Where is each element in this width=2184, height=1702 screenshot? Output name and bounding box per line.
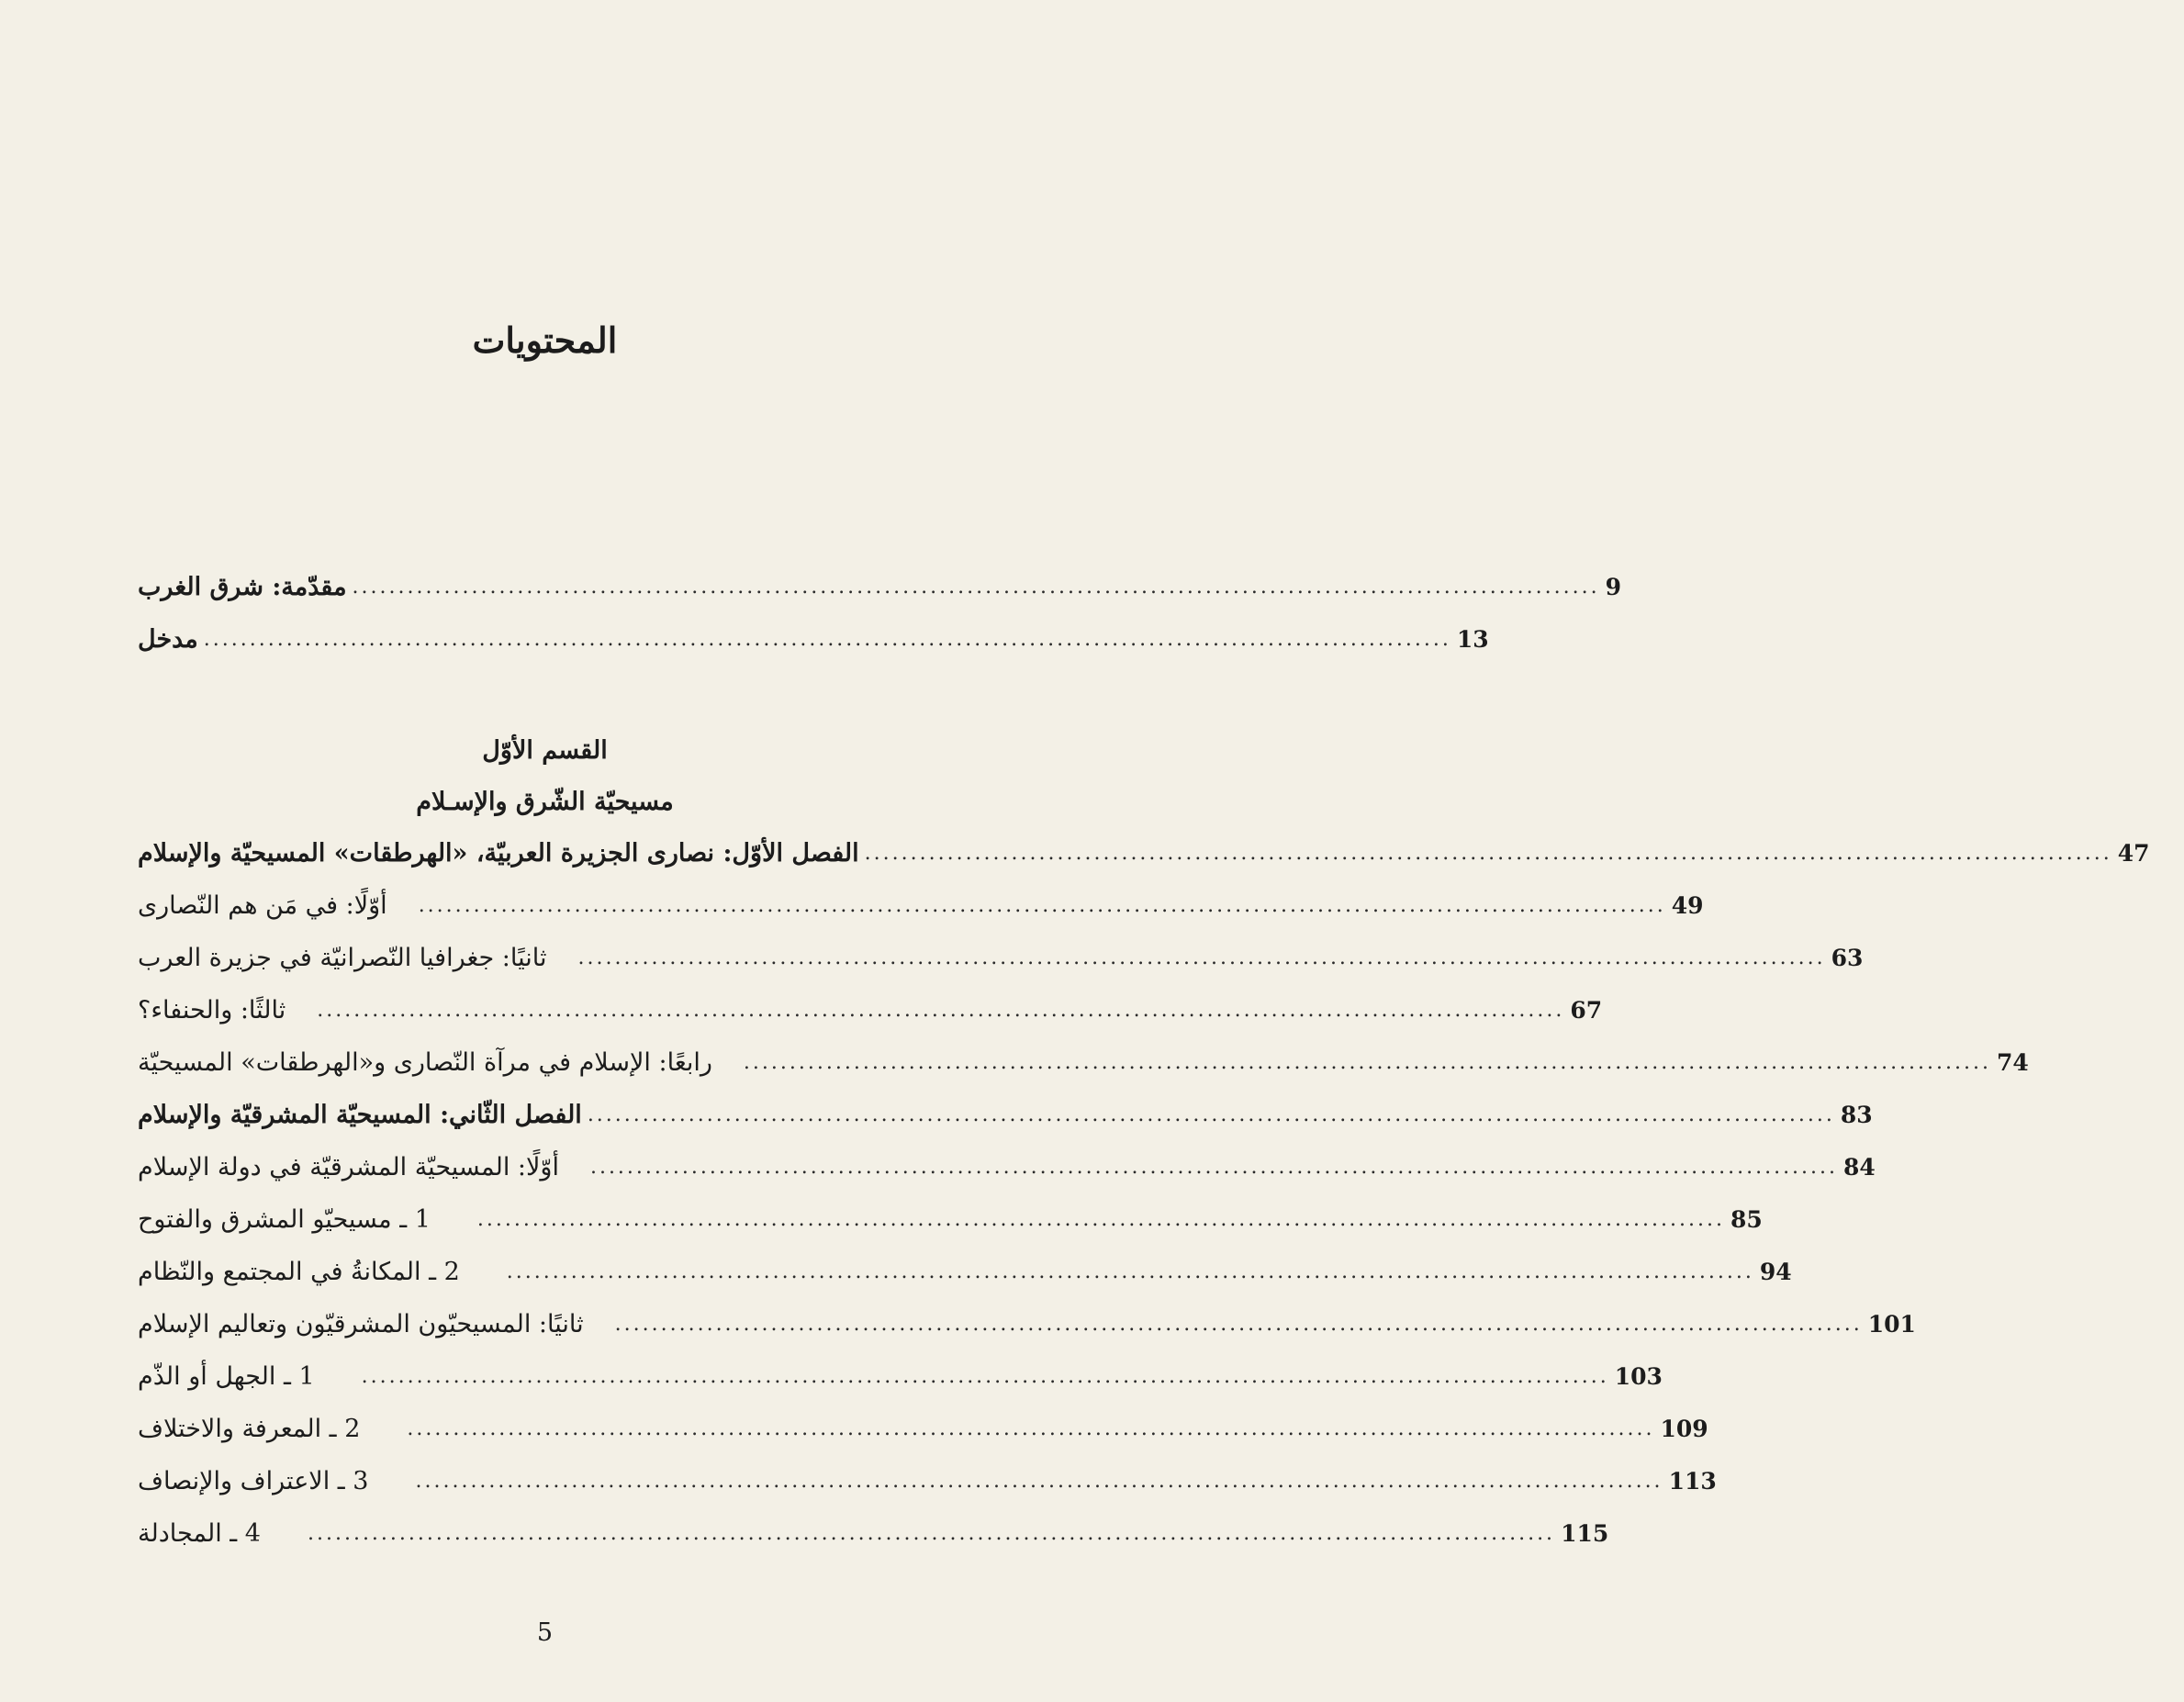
toc-entry-page: 113 bbox=[1668, 1468, 1717, 1495]
toc-entry-page: 83 bbox=[1840, 1102, 1873, 1128]
toc-entry[interactable] bbox=[138, 935, 1864, 981]
toc-entry-label: رابعًا: الإسلام في مرآة النّصارى و«الهرطقات» المسيحيّة bbox=[138, 1048, 712, 1077]
toc-entry-page: 85 bbox=[1730, 1206, 1763, 1233]
dot-leader: ........................................................................................................................................ bbox=[352, 576, 1600, 599]
toc-entry-label: الفصل الأوّل: نصارى الجزيرة العربيّة، «الهرطقات» المسيحيّة والإسلام bbox=[138, 839, 859, 868]
toc-entry-preface[interactable] bbox=[138, 617, 1489, 663]
dot-leader: ........................................................................................................................................ bbox=[587, 1103, 1835, 1126]
toc-entry-page: 94 bbox=[1759, 1259, 1792, 1285]
toc-entry[interactable] bbox=[138, 1511, 1609, 1557]
toc-entry-page: 47 bbox=[2117, 840, 2150, 867]
toc-entry-label: 3 ـ الاعتراف والإنصاف bbox=[138, 1467, 369, 1495]
toc-entry-page: 84 bbox=[1843, 1154, 1876, 1181]
toc-entry-label: مقدّمة: شرق الغرب bbox=[138, 573, 347, 601]
toc-entry[interactable] bbox=[138, 1459, 1717, 1505]
part-heading: القسم الأوّل bbox=[482, 736, 608, 765]
toc-entry-page: 115 bbox=[1561, 1520, 1609, 1547]
toc-entry[interactable] bbox=[138, 1040, 2029, 1086]
dot-leader: ........................................................................................................................................ bbox=[589, 1156, 1839, 1179]
toc-entry-label: أوّلًا: في مَن هم النّصارى bbox=[138, 891, 387, 920]
toc-entry-label: ثانيًا: المسيحيّون المشرقيّون وتعاليم الإسلام bbox=[138, 1310, 584, 1338]
toc-entry-page: 49 bbox=[1671, 892, 1704, 919]
toc-entry-chapter-2[interactable] bbox=[138, 1092, 1873, 1138]
dot-leader: ........................................................................................................................................ bbox=[203, 628, 1451, 651]
toc-entry[interactable] bbox=[138, 1406, 1708, 1452]
toc-entry-label: 1 ـ مسيحيّو المشرق والفتوح bbox=[138, 1205, 431, 1234]
toc-entry-label: الفصل الثّاني: المسيحيّة المشرقيّة والإسلام bbox=[138, 1101, 582, 1129]
page-title: المحتويات bbox=[472, 319, 618, 361]
toc-entry-page: 13 bbox=[1456, 626, 1489, 653]
part-subheading: مسيحيّة الشّرق والإسـلام bbox=[416, 788, 674, 816]
toc-entry[interactable] bbox=[138, 1249, 1792, 1295]
toc-entry-chapter-1[interactable] bbox=[138, 831, 2150, 877]
dot-leader: ........................................................................................................................................ bbox=[307, 1522, 1556, 1545]
dot-leader: ........................................................................................................................................ bbox=[361, 1365, 1609, 1388]
toc-entry[interactable] bbox=[138, 1145, 1876, 1191]
toc-entry-label: أوّلًا: المسيحيّة المشرقيّة في دولة الإسلام bbox=[138, 1153, 559, 1181]
toc-entry-page: 103 bbox=[1614, 1363, 1663, 1390]
toc-entry-page: 67 bbox=[1570, 997, 1603, 1024]
toc-entry[interactable] bbox=[138, 1197, 1763, 1243]
dot-leader: ........................................................................................................................................ bbox=[506, 1260, 1754, 1283]
toc-entry[interactable] bbox=[138, 1354, 1663, 1400]
toc-entry-label: مدخل bbox=[138, 625, 198, 654]
toc-entry-label: 4 ـ المجادلة bbox=[138, 1519, 261, 1548]
toc-entry-label: 2 ـ المكانةُ في المجتمع والنّظام bbox=[138, 1258, 460, 1286]
dot-leader: ........................................................................................................................................ bbox=[614, 1313, 1863, 1336]
dot-leader: ........................................................................................................................................ bbox=[415, 1470, 1663, 1493]
dot-leader: ........................................................................................................................................ bbox=[476, 1208, 1725, 1231]
toc-entry-label: 1 ـ الجهل أو الذّم bbox=[138, 1362, 315, 1391]
toc-entry-intro[interactable] bbox=[138, 565, 1622, 610]
page-number: 5 bbox=[536, 1618, 554, 1647]
dot-leader: ........................................................................................................................................ bbox=[743, 1051, 1991, 1074]
toc-entry[interactable] bbox=[138, 883, 1704, 929]
toc-entry-page: 63 bbox=[1831, 945, 1864, 971]
dot-leader: ........................................................................................................................................ bbox=[577, 946, 1826, 969]
toc-entry-page: 101 bbox=[1867, 1311, 1916, 1338]
toc-entry[interactable] bbox=[138, 1302, 1916, 1348]
toc-entry-page: 9 bbox=[1605, 574, 1622, 600]
toc-entry-label: ثالثًا: والحنفاء؟ bbox=[138, 996, 286, 1025]
dot-leader: ........................................................................................................................................ bbox=[418, 894, 1666, 917]
toc-entry-label: 2 ـ المعرفة والاختلاف bbox=[138, 1415, 361, 1443]
dot-leader: ........................................................................................................................................ bbox=[864, 842, 2112, 865]
dot-leader: ........................................................................................................................................ bbox=[407, 1417, 1655, 1440]
toc-entry-page: 74 bbox=[1997, 1049, 2029, 1076]
toc-entry-page: 109 bbox=[1660, 1416, 1708, 1442]
toc-entry-label: ثانيًا: جغرافيا النّصرانيّة في جزيرة العرب bbox=[138, 944, 547, 972]
toc-entry[interactable] bbox=[138, 988, 1603, 1034]
dot-leader: ........................................................................................................................................ bbox=[317, 999, 1565, 1022]
